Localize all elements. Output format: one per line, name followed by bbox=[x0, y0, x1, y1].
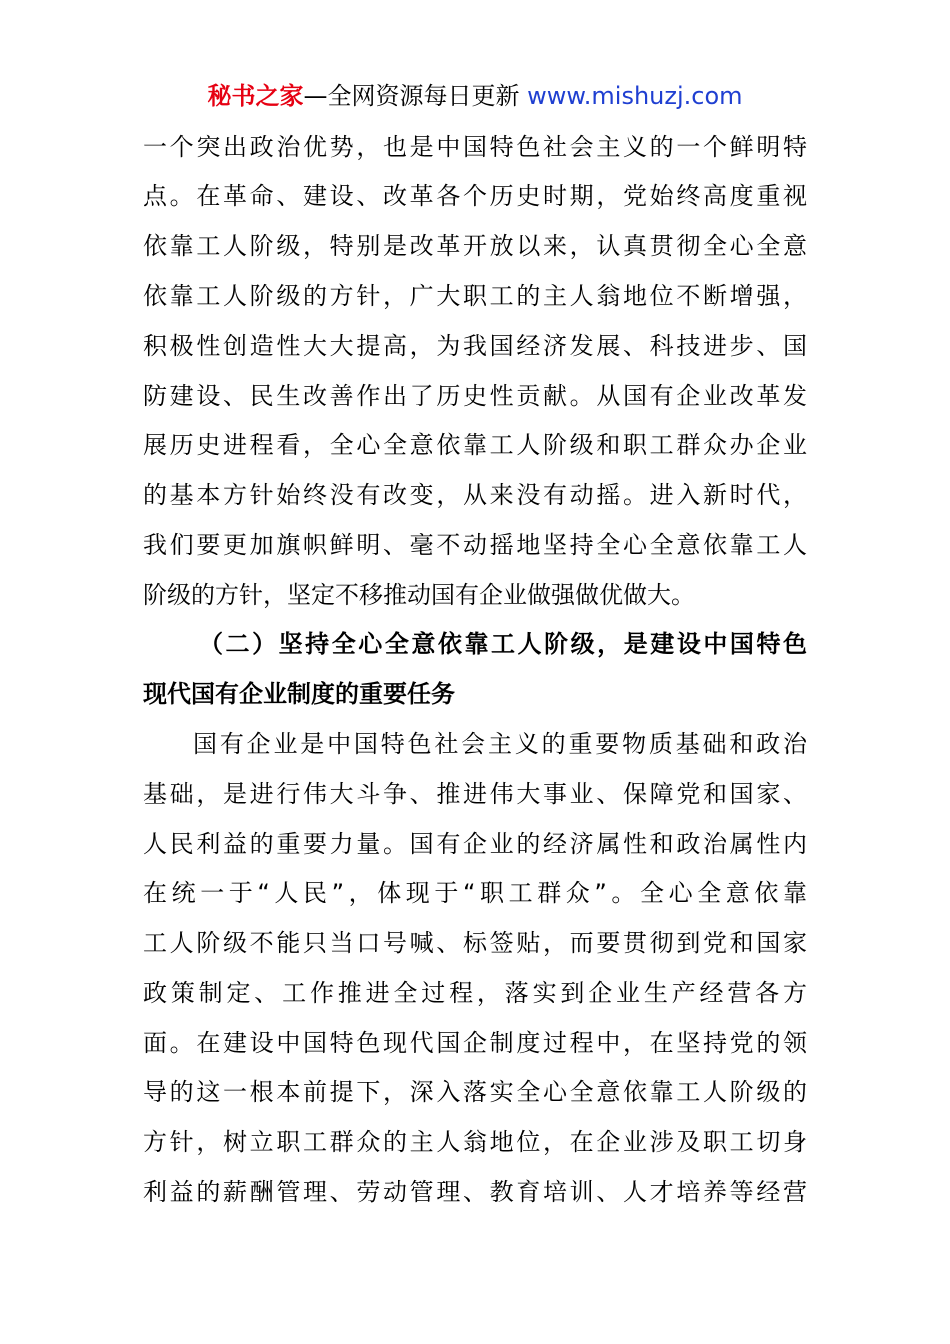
body-text-line: 的基本方针始终没有改变，从来没有动摇。进入新时代， bbox=[143, 481, 807, 509]
body-text-line: 在统一于“人民”，体现于“职工群众”。全心全意依靠 bbox=[143, 879, 807, 907]
body-text-line: 工人阶级不能只当口号喊、标签贴，而要贯彻到党和国家 bbox=[143, 929, 807, 957]
body-text-line: 我们要更加旗帜鲜明、毫不动摇地坚持全心全意依靠工人 bbox=[143, 531, 807, 559]
section-heading-line: 现代国有企业制度的重要任务 bbox=[143, 680, 455, 708]
body-text-line: 国有企业是中国特色社会主义的重要物质基础和政治 bbox=[193, 730, 807, 758]
body-text-line: 面。在建设中国特色现代国企制度过程中，在坚持党的领 bbox=[143, 1029, 807, 1057]
site-url-link[interactable]: www.mishuzj.com bbox=[527, 82, 743, 110]
body-text-line: 政策制定、工作推进全过程，落实到企业生产经营各方 bbox=[143, 979, 807, 1007]
body-text-line: 依靠工人阶级的方针，广大职工的主人翁地位不断增强， bbox=[143, 282, 807, 310]
site-tagline: —全网资源每日更新 bbox=[303, 82, 520, 110]
body-text-line: 基础，是进行伟大斗争、推进伟大事业、保障党和国家、 bbox=[143, 780, 807, 808]
body-text-line: 展历史进程看，全心全意依靠工人阶级和职工群众办企业 bbox=[143, 431, 807, 459]
body-text-line: 阶级的方针，坚定不移推动国有企业做强做优做大。 bbox=[143, 581, 695, 609]
body-text-line: 积极性创造性大大提高，为我国经济发展、科技进步、国 bbox=[143, 332, 807, 360]
body-text-line: 依靠工人阶级，特别是改革开放以来，认真贯彻全心全意 bbox=[143, 232, 807, 260]
body-text-line: 利益的薪酬管理、劳动管理、教育培训、人才培养等经营 bbox=[143, 1178, 807, 1206]
body-text-line: 人民利益的重要力量。国有企业的经济属性和政治属性内 bbox=[143, 830, 807, 858]
site-header bbox=[0, 78, 950, 114]
body-text-line: 防建设、民生改善作出了历史性贡献。从国有企业改革发 bbox=[143, 382, 807, 410]
body-text-line: 导的这一根本前提下，深入落实全心全意依靠工人阶级的 bbox=[143, 1078, 807, 1106]
body-text-line: 方针，树立职工群众的主人翁地位，在企业涉及职工切身 bbox=[143, 1128, 807, 1156]
body-text-line: 点。在革命、建设、改革各个历史时期，党始终高度重视 bbox=[143, 182, 807, 210]
section-heading-line: （二）坚持全心全意依靠工人阶级，是建设中国特色 bbox=[199, 630, 807, 658]
body-text-line: 一个突出政治优势，也是中国特色社会主义的一个鲜明特 bbox=[143, 133, 807, 161]
site-brand: 秘书之家 bbox=[207, 82, 304, 110]
